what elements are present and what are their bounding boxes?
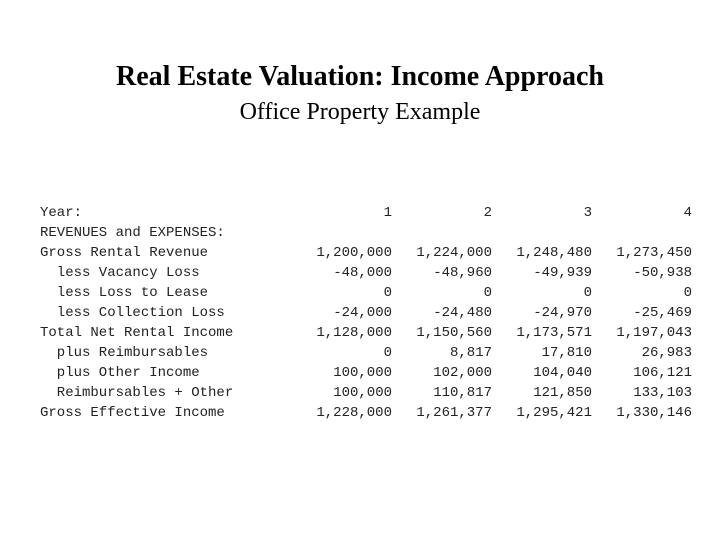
row-label: Reimbursables + Other xyxy=(40,385,234,401)
year-4-value: -50,938 xyxy=(633,265,692,281)
year-1-value: 0 xyxy=(383,345,392,361)
year-3-value: 0 xyxy=(583,285,592,301)
year-3-value: 121,850 xyxy=(533,385,592,401)
table-row xyxy=(40,323,692,343)
year-3-value xyxy=(492,223,592,243)
row-label: Gross Rental Revenue xyxy=(40,245,209,261)
year-2-value: 1,150,560 xyxy=(416,325,492,341)
year-4-value: 1,197,043 xyxy=(616,325,692,341)
year-1-value: 1,128,000 xyxy=(316,325,392,341)
year-2-value: 102,000 xyxy=(433,365,492,381)
year-1-value: 1,228,000 xyxy=(316,405,392,421)
year-2-value: 1,261,377 xyxy=(416,405,492,421)
year-2-value: 2 xyxy=(483,205,492,221)
year-4-value: 4 xyxy=(683,205,692,221)
year-2-value: 8,817 xyxy=(449,345,492,361)
table-row xyxy=(40,383,692,403)
year-2-value xyxy=(392,223,492,243)
year-2-value: -48,960 xyxy=(433,265,492,281)
year-4-value xyxy=(592,223,692,243)
row-label: plus Other Income xyxy=(40,365,200,381)
year-2-value: 1,224,000 xyxy=(416,245,492,261)
row-label: REVENUES and EXPENSES: xyxy=(40,225,225,241)
year-4-value: 0 xyxy=(683,285,692,301)
year-3-value: -49,939 xyxy=(533,265,592,281)
slide-subtitle: Office Property Example xyxy=(239,99,481,125)
row-label: Total Net Rental Income xyxy=(40,325,234,341)
year-2-value: 110,817 xyxy=(433,385,492,401)
table-row xyxy=(40,403,692,423)
row-label: less Vacancy Loss xyxy=(40,265,200,281)
year-3-value: 1,295,421 xyxy=(516,405,592,421)
year-4-value: 1,273,450 xyxy=(616,245,692,261)
year-3-value: -24,970 xyxy=(533,305,592,321)
year-2-value: 0 xyxy=(483,285,492,301)
income-table xyxy=(40,203,692,423)
row-label: less Collection Loss xyxy=(40,305,225,321)
row-label: less Loss to Lease xyxy=(40,285,209,301)
table-row xyxy=(40,343,692,363)
year-2-value: -24,480 xyxy=(433,305,492,321)
year-4-value: 1,330,146 xyxy=(616,405,692,421)
year-1-value xyxy=(292,223,392,243)
year-1-value: 0 xyxy=(383,285,392,301)
income-table-body xyxy=(40,203,692,423)
slide-title: Real Estate Valuation: Income Approach xyxy=(116,61,604,92)
table-row xyxy=(40,263,692,283)
year-1-value: 100,000 xyxy=(333,385,392,401)
row-label: Gross Effective Income xyxy=(40,405,225,421)
year-4-value: 26,983 xyxy=(641,345,692,361)
year-4-value: -25,469 xyxy=(633,305,692,321)
row-label: Year: xyxy=(40,205,83,221)
year-3-value: 104,040 xyxy=(533,365,592,381)
year-3-value: 17,810 xyxy=(541,345,592,361)
table-row xyxy=(40,303,692,323)
year-1-value: 1,200,000 xyxy=(316,245,392,261)
year-4-value: 133,103 xyxy=(633,385,692,401)
year-4-value: 106,121 xyxy=(633,365,692,381)
table-row xyxy=(40,243,692,263)
year-1-value: 1 xyxy=(383,205,392,221)
row-label: plus Reimbursables xyxy=(40,345,209,361)
year-1-value: -24,000 xyxy=(333,305,392,321)
table-row xyxy=(40,363,692,383)
year-3-value: 1,248,480 xyxy=(516,245,592,261)
year-3-value: 1,173,571 xyxy=(516,325,592,341)
year-3-value: 3 xyxy=(583,205,592,221)
table-row xyxy=(40,283,692,303)
table-row xyxy=(40,223,692,243)
table-row xyxy=(40,203,692,223)
year-1-value: -48,000 xyxy=(333,265,392,281)
year-1-value: 100,000 xyxy=(333,365,392,381)
